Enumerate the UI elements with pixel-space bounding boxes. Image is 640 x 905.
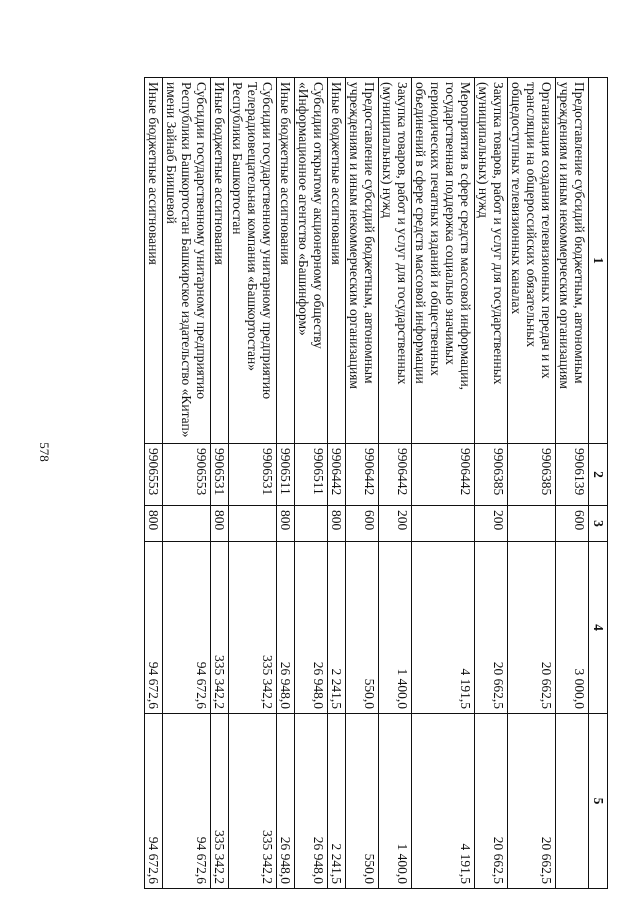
row-value-col4: 335 342,2 [211, 542, 229, 714]
row-vr [229, 506, 277, 542]
row-value-col5: 94 672,6 [145, 714, 163, 889]
row-code: 9906511 [277, 444, 295, 506]
table-row [346, 78, 379, 889]
row-value-col4: 335 342,2 [229, 542, 277, 714]
page-number: 578 [37, 442, 52, 462]
header-col-2: 2 [589, 444, 608, 506]
row-code: 9906442 [328, 444, 346, 506]
table-row [412, 78, 475, 889]
budget-table [144, 77, 608, 889]
row-value-col5: 20 662,5 [508, 714, 556, 889]
row-vr: 200 [379, 506, 412, 542]
row-vr: 800 [277, 506, 295, 542]
row-value-col5 [556, 714, 589, 889]
budget-table-container [90, 77, 608, 888]
row-code: 9906531 [229, 444, 277, 506]
table-row [556, 78, 589, 889]
row-name: Предоставление субсидий бюджетным, автономным учреждениям и иным некоммерческим организациям [346, 78, 379, 444]
table-row [328, 78, 346, 889]
row-code: 9906553 [163, 444, 211, 506]
table-row [475, 78, 508, 889]
row-value-col5: 94 672,6 [163, 714, 211, 889]
row-vr: 800 [211, 506, 229, 542]
row-vr: 600 [556, 506, 589, 542]
table-row [277, 78, 295, 889]
row-name: Иные бюджетные ассигнования [211, 78, 229, 444]
row-value-col5: 550,0 [346, 714, 379, 889]
row-value-col4: 1 400,0 [379, 542, 412, 714]
row-code: 9906531 [211, 444, 229, 506]
row-name: Иные бюджетные ассигнования [145, 78, 163, 444]
row-code: 9906442 [346, 444, 379, 506]
header-col-1: 1 [589, 78, 608, 444]
row-value-col5: 335 342,2 [211, 714, 229, 889]
row-value-col4: 94 672,6 [163, 542, 211, 714]
row-value-col5: 20 662,5 [475, 714, 508, 889]
row-value-col4: 26 948,0 [295, 542, 328, 714]
row-name: Мероприятия в сфере средств массовой информации, государственная поддержка социально значимых периодических печатных изданий и общественных объединений в сфере средств массовой информации [412, 78, 475, 444]
row-code: 9906511 [295, 444, 328, 506]
row-name: Субсидии открытому акционерному обществу «Информационное агентство «Башинформ» [295, 78, 328, 444]
row-value-col4: 2 241,5 [328, 542, 346, 714]
row-code: 9906385 [475, 444, 508, 506]
row-name: Иные бюджетные ассигнования [277, 78, 295, 444]
row-value-col4: 550,0 [346, 542, 379, 714]
row-code: 9906385 [508, 444, 556, 506]
row-vr [295, 506, 328, 542]
row-value-col4: 3 000,0 [556, 542, 589, 714]
row-name: Закупка товаров, работ и услуг для государственных (муниципальных) нужд [475, 78, 508, 444]
row-value-col4: 20 662,5 [475, 542, 508, 714]
row-vr [508, 506, 556, 542]
row-vr: 600 [346, 506, 379, 542]
row-value-col5: 26 948,0 [277, 714, 295, 889]
row-value-col5: 4 191,5 [412, 714, 475, 889]
row-vr: 200 [475, 506, 508, 542]
table-row [295, 78, 328, 889]
row-name: Иные бюджетные ассигнования [328, 78, 346, 444]
table-row [163, 78, 211, 889]
row-value-col5: 335 342,2 [229, 714, 277, 889]
row-name: Субсидии государственному унитарному предприятию Телерадиовещательная компания «Башкортостан» Республики Башкортостан [229, 78, 277, 444]
row-name: Субсидии государственному унитарному предприятию Республики Башкортостан Башкирское издательство «Китап» имени Зайнаб Биишевой [163, 78, 211, 444]
row-value-col5: 26 948,0 [295, 714, 328, 889]
table-row [211, 78, 229, 889]
row-name: Организация создания телевизионных передач и их трансляции на общероссийских обязательных общедоступных телевизионных каналах [508, 78, 556, 444]
row-code: 9906553 [145, 444, 163, 506]
header-col-4: 4 [589, 542, 608, 714]
row-code: 9906442 [379, 444, 412, 506]
table-row [379, 78, 412, 889]
row-code: 9906139 [556, 444, 589, 506]
row-name: Закупка товаров, работ и услуг для государственных (муниципальных) нужд [379, 78, 412, 444]
row-value-col5: 1 400,0 [379, 714, 412, 889]
row-vr: 800 [145, 506, 163, 542]
row-vr: 800 [328, 506, 346, 542]
table-header-row [589, 78, 608, 889]
table-body [145, 78, 589, 889]
table-row [145, 78, 163, 889]
row-value-col4: 4 191,5 [412, 542, 475, 714]
row-code: 9906442 [412, 444, 475, 506]
row-value-col4: 20 662,5 [508, 542, 556, 714]
row-vr [163, 506, 211, 542]
header-col-3: 3 [589, 506, 608, 542]
header-col-5: 5 [589, 714, 608, 889]
table-row [508, 78, 556, 889]
row-value-col4: 26 948,0 [277, 542, 295, 714]
table-row [229, 78, 277, 889]
row-value-col4: 94 672,6 [145, 542, 163, 714]
row-vr [412, 506, 475, 542]
row-value-col5: 2 241,5 [328, 714, 346, 889]
row-name: Предоставление субсидий бюджетным, автономным учреждениям и иным некоммерческим организациям [556, 78, 589, 444]
